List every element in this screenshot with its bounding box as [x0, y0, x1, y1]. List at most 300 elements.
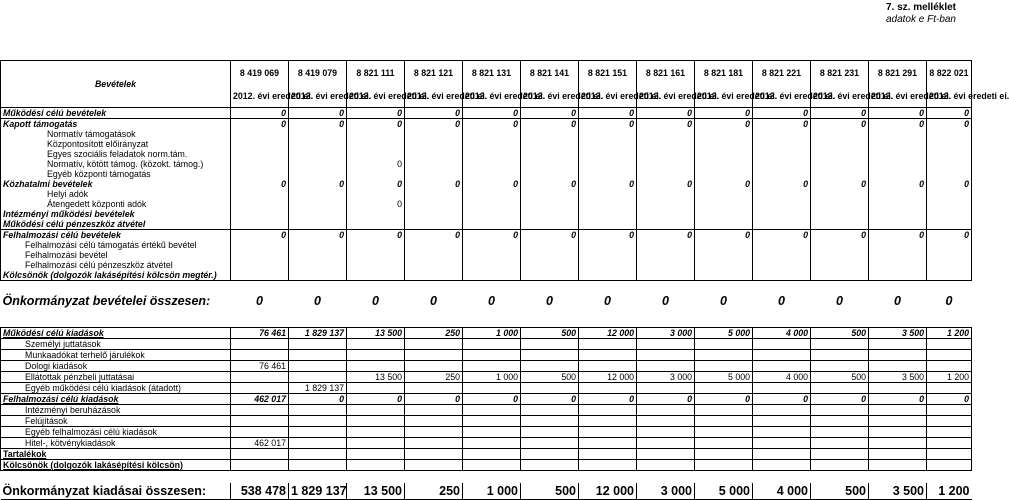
cell-value [579, 416, 637, 427]
cell-value [637, 350, 695, 361]
cell-value [869, 189, 927, 199]
spacer-cell [753, 471, 811, 484]
cell-value [405, 189, 463, 199]
cell-value [463, 149, 521, 159]
cell-value [289, 129, 347, 139]
cell-value [405, 129, 463, 139]
cell-value [405, 449, 463, 460]
cell-value-text: 0 [339, 119, 344, 129]
cell-value [695, 199, 753, 209]
row-label-text: Egyéb felhalmozási célú kiadások [25, 427, 158, 437]
cell-value [463, 270, 521, 281]
cell-value [289, 250, 347, 260]
column-code-text: 8 821 111 [356, 68, 395, 78]
cell-value-text: 1 000 [495, 328, 518, 338]
cell-value-text: 0 [629, 108, 634, 118]
table-row [1, 361, 972, 372]
total-label-text: Önkormányzat kiadásai összesen: [2, 484, 207, 498]
cell-value [927, 383, 972, 394]
cell-value [289, 139, 347, 149]
cell-value [579, 179, 637, 189]
total-value-text: 3 500 [892, 484, 924, 498]
row-label [1, 260, 231, 270]
cell-value [521, 219, 579, 230]
total-value [579, 293, 637, 309]
cell-value-text: 0 [745, 394, 750, 404]
table-row [1, 230, 972, 241]
cell-value [289, 394, 347, 405]
cell-value [289, 427, 347, 438]
cell-value-text: 250 [445, 328, 460, 338]
row-label [1, 219, 231, 230]
cell-value [289, 438, 347, 449]
table-row [1, 209, 972, 219]
cell-value [753, 119, 811, 130]
row-label [1, 230, 231, 241]
cell-value [753, 250, 811, 260]
cell-value [753, 383, 811, 394]
cell-value [579, 328, 637, 339]
cell-value [753, 108, 811, 119]
cell-value-text: 0 [629, 230, 634, 240]
cell-value [347, 260, 405, 270]
cell-value [231, 149, 289, 159]
spacer-row [1, 309, 972, 328]
cell-value [637, 372, 695, 383]
cell-value [811, 260, 869, 270]
cell-value [811, 139, 869, 149]
cell-value [231, 328, 289, 339]
cell-value-text: 0 [964, 119, 969, 129]
cell-value [869, 139, 927, 149]
cell-value [695, 328, 753, 339]
total-value [463, 293, 521, 309]
cell-value [347, 328, 405, 339]
total-value [521, 483, 579, 500]
row-label-text: Felhalmozási célú kiadások [3, 394, 119, 404]
column-period-text: 2012. évi eredeti ei. [349, 91, 430, 101]
cell-value [579, 199, 637, 209]
cell-value [347, 108, 405, 119]
cell-value [347, 119, 405, 130]
total-value [927, 293, 972, 309]
cell-value [637, 129, 695, 139]
spacer-row [1, 471, 972, 484]
cell-value [637, 438, 695, 449]
cell-value [463, 250, 521, 260]
cell-value [753, 199, 811, 209]
cell-value [405, 108, 463, 119]
cell-value [231, 189, 289, 199]
cell-value [347, 383, 405, 394]
cell-value [521, 189, 579, 199]
total-value-text: 500 [555, 484, 576, 498]
cell-value [231, 199, 289, 209]
cell-value [463, 159, 521, 169]
cell-value [521, 199, 579, 209]
cell-value [927, 270, 972, 281]
cell-value [463, 209, 521, 219]
column-code [405, 61, 463, 86]
table-row [1, 108, 972, 119]
cell-value [637, 416, 695, 427]
column-code-text: 8 419 069 [239, 68, 280, 78]
cell-value [869, 416, 927, 427]
cell-value [289, 361, 347, 372]
column-period-text: 2012. évi eredeti ei. [755, 91, 836, 101]
cell-value [753, 361, 811, 372]
cell-value [231, 169, 289, 179]
cell-value [231, 240, 289, 250]
table-row [1, 350, 972, 361]
cell-value [289, 149, 347, 159]
cell-value-text: 0 [455, 179, 460, 189]
cell-value [695, 339, 753, 350]
column-period [753, 85, 836, 108]
cell-value-text: 0 [397, 394, 402, 404]
total-value [637, 483, 695, 500]
cell-value [521, 250, 579, 260]
cell-value [869, 199, 927, 209]
total-value-text: 4 000 [776, 484, 808, 498]
cell-value [753, 179, 811, 189]
cell-value [811, 339, 869, 350]
row-label [1, 427, 231, 438]
cell-value [579, 361, 637, 372]
table-row [1, 199, 972, 209]
cell-value [579, 159, 637, 169]
cell-value-text: 500 [561, 328, 576, 338]
column-code-text: 8 821 121 [413, 68, 454, 78]
cell-value [637, 159, 695, 169]
row-label [1, 449, 231, 460]
cell-value [463, 240, 521, 250]
cell-value-text: 0 [397, 159, 402, 169]
row-label [1, 361, 231, 372]
cell-value [869, 328, 927, 339]
cell-value-text: 4 000 [785, 372, 808, 382]
table-row [1, 260, 972, 270]
cell-value [637, 405, 695, 416]
row-label [1, 108, 231, 119]
cell-value [347, 350, 405, 361]
budget-table [0, 60, 1009, 500]
row-label-text: Intézményi beruházások [25, 405, 121, 415]
table-row [1, 129, 972, 139]
total-value-text: 0 [778, 294, 785, 308]
cell-value-text: 0 [803, 108, 808, 118]
cell-value [579, 260, 637, 270]
cell-value [231, 179, 289, 189]
cell-value [347, 416, 405, 427]
cell-value-text: 12 000 [607, 328, 634, 338]
cell-value [753, 270, 811, 281]
cell-value [869, 372, 927, 383]
column-period-text: 2012. évi eredeti ei. [465, 91, 546, 101]
cell-value-text: 0 [339, 108, 344, 118]
cell-value [347, 394, 405, 405]
cell-value [579, 427, 637, 438]
total-value-text: 0 [256, 294, 263, 308]
cell-value [231, 209, 289, 219]
column-period-text: 2012. évi eredeti ei. [581, 91, 662, 101]
column-code-text: 8 821 231 [819, 68, 860, 78]
row-label-text: Normatív támogatások [47, 129, 136, 139]
row-label [1, 209, 231, 219]
cell-value [637, 460, 695, 471]
cell-value [579, 169, 637, 179]
total-value [347, 483, 405, 500]
cell-value [927, 449, 972, 460]
cell-value [231, 405, 289, 416]
cell-value-text: 0 [964, 179, 969, 189]
cell-value [869, 159, 927, 169]
cell-value [637, 250, 695, 260]
cell-value [231, 139, 289, 149]
cell-value [579, 149, 637, 159]
cell-value-text: 0 [513, 119, 518, 129]
cell-value [405, 416, 463, 427]
cell-value-text: 0 [687, 108, 692, 118]
cell-value [753, 240, 811, 250]
cell-value [405, 339, 463, 350]
cell-value [695, 250, 753, 260]
cell-value-text: 1 200 [946, 372, 969, 382]
cell-value [753, 405, 811, 416]
total-value-text: 0 [430, 294, 437, 308]
cell-value [869, 219, 927, 230]
cell-value [637, 339, 695, 350]
cell-value [347, 449, 405, 460]
cell-value [637, 328, 695, 339]
cell-value [637, 394, 695, 405]
cell-value [869, 240, 927, 250]
cell-value-text: 462 017 [254, 438, 286, 448]
cell-value [811, 250, 869, 260]
column-code-text: 8 821 161 [645, 68, 686, 78]
cell-value [579, 460, 637, 471]
cell-value [231, 159, 289, 169]
cell-value-text: 4 000 [785, 328, 808, 338]
spacer-cell [811, 471, 869, 484]
cell-value [347, 372, 405, 383]
table-row [1, 383, 972, 394]
cell-value [405, 119, 463, 130]
cell-value [347, 405, 405, 416]
total-value-text: 12 000 [595, 484, 634, 498]
cell-value [927, 169, 972, 179]
spacer-cell [463, 309, 521, 328]
total-value [289, 483, 347, 500]
cell-value-text: 0 [629, 179, 634, 189]
cell-value [405, 199, 463, 209]
cell-value [869, 449, 927, 460]
cell-value [231, 394, 289, 405]
column-period-text: 2012. évi eredeti ei. [407, 91, 488, 101]
column-period [579, 85, 662, 108]
cell-value-text: 3 000 [669, 372, 692, 382]
total-value [463, 483, 521, 500]
cell-value [695, 383, 753, 394]
cell-value [347, 438, 405, 449]
cell-value [927, 460, 972, 471]
cell-value [811, 460, 869, 471]
row-label [1, 139, 231, 149]
cell-value [927, 108, 972, 119]
cell-value [869, 129, 927, 139]
cell-value-text: 0 [339, 394, 344, 404]
table-row [1, 339, 972, 350]
cell-value-text: 0 [281, 230, 286, 240]
table-row [1, 119, 972, 130]
cell-value [289, 119, 347, 130]
cell-value [753, 328, 811, 339]
total-value [289, 293, 347, 309]
cell-value-text: 0 [571, 394, 576, 404]
cell-value [405, 270, 463, 281]
cell-value [695, 230, 753, 241]
cell-value [811, 149, 869, 159]
spacer-row [1, 281, 972, 294]
cell-value [927, 240, 972, 250]
cell-value [405, 230, 463, 241]
spacer-cell [231, 281, 289, 294]
cell-value [811, 230, 869, 241]
cell-value [927, 339, 972, 350]
cell-value [927, 416, 972, 427]
table-row [1, 169, 972, 179]
cell-value [869, 350, 927, 361]
cell-value [463, 350, 521, 361]
cell-value [811, 129, 869, 139]
cell-value [811, 159, 869, 169]
cell-value [521, 372, 579, 383]
row-label-text: Működési célú bevételek [3, 108, 107, 118]
cell-value [521, 438, 579, 449]
cell-value [231, 108, 289, 119]
cell-value [811, 179, 869, 189]
cell-value [521, 119, 579, 130]
cell-value [927, 350, 972, 361]
cell-value [695, 361, 753, 372]
cell-value-text: 0 [397, 108, 402, 118]
cell-value [695, 270, 753, 281]
cell-value [347, 169, 405, 179]
spacer-cell [347, 309, 405, 328]
spacer-cell [753, 309, 811, 328]
spacer-cell [231, 471, 289, 484]
row-label [1, 372, 231, 383]
cell-value-text: 0 [455, 394, 460, 404]
cell-value [521, 361, 579, 372]
cell-value [521, 350, 579, 361]
spacer-cell [405, 471, 463, 484]
cell-value [521, 179, 579, 189]
row-label [1, 189, 231, 199]
spacer-cell [521, 281, 579, 294]
cell-value [869, 149, 927, 159]
cell-value-text: 0 [861, 108, 866, 118]
cell-value-text: 0 [919, 394, 924, 404]
cell-value [289, 189, 347, 199]
cell-value [405, 260, 463, 270]
cell-value [579, 119, 637, 130]
cell-value [753, 350, 811, 361]
cell-value [231, 438, 289, 449]
column-period-text: 2012. évi eredeti ei. [523, 91, 604, 101]
cell-value [347, 250, 405, 260]
cell-value [579, 438, 637, 449]
cell-value [695, 219, 753, 230]
cell-value [405, 405, 463, 416]
cell-value [289, 230, 347, 241]
cell-value [231, 119, 289, 130]
cell-value [637, 240, 695, 250]
cell-value [869, 394, 927, 405]
cell-value [753, 416, 811, 427]
cell-value [753, 219, 811, 230]
cell-value [695, 449, 753, 460]
cell-value [405, 427, 463, 438]
column-code [463, 61, 521, 86]
cell-value [463, 260, 521, 270]
row-label [1, 149, 231, 159]
cell-value [521, 460, 579, 471]
table-row [1, 328, 972, 339]
cell-value-text: 0 [281, 108, 286, 118]
column-code-text: 8 821 131 [471, 68, 512, 78]
cell-value [753, 230, 811, 241]
cell-value-text: 0 [687, 394, 692, 404]
spacer-cell [927, 471, 972, 484]
cell-value-text: 0 [919, 179, 924, 189]
cell-value-text: 0 [803, 179, 808, 189]
row-label-text: Hitel-, kötvénykiadások [25, 438, 116, 448]
column-period [811, 85, 894, 108]
cell-value [695, 139, 753, 149]
cell-value [753, 372, 811, 383]
cell-value-text: 0 [281, 119, 286, 129]
cell-value [463, 460, 521, 471]
cell-value [405, 149, 463, 159]
cell-value [869, 260, 927, 270]
cell-value [231, 416, 289, 427]
cell-value [231, 129, 289, 139]
spacer-cell [695, 471, 753, 484]
cell-value [463, 339, 521, 350]
row-label [1, 350, 231, 361]
column-period-text: 2012. évi eredeti ei. [291, 91, 372, 101]
row-label [1, 270, 231, 281]
spacer-cell [811, 309, 869, 328]
cell-value [289, 159, 347, 169]
spacer-cell [1, 309, 231, 328]
cell-value [811, 372, 869, 383]
total-value-text: 5 000 [718, 484, 750, 498]
total-value-text: 13 500 [363, 484, 402, 498]
cell-value-text: 0 [571, 230, 576, 240]
cell-value-text: 13 500 [375, 372, 402, 382]
cell-value [869, 250, 927, 260]
total-value-text: 0 [546, 294, 553, 308]
spacer-cell [753, 281, 811, 294]
cell-value [463, 372, 521, 383]
cell-value-text: 76 461 [259, 361, 286, 371]
row-label [1, 339, 231, 350]
cell-value-text: 0 [397, 119, 402, 129]
cell-value [869, 361, 927, 372]
cell-value [289, 383, 347, 394]
